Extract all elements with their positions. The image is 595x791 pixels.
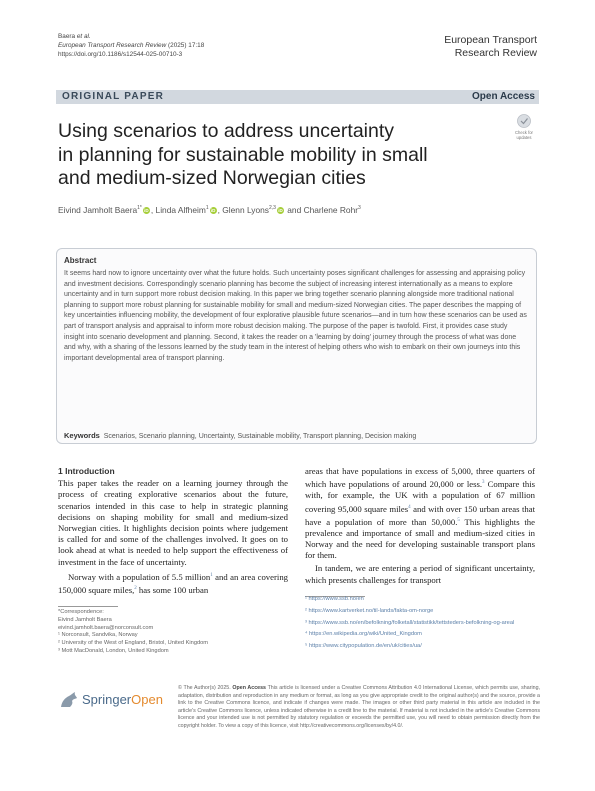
body-column-left [58, 466, 288, 596]
paragraph: Norway with a population of 5.5 million$^1$ and an area covering 150,000 square miles,$^2$ has some 100 urban [58, 571, 289, 595]
author-short: Baera [58, 33, 76, 40]
abstract-heading: Abstract [64, 256, 97, 265]
author-3[interactable]: Glenn Lyons [222, 205, 269, 215]
footnote-link[interactable]: ³ https://www.ssb.no/en/befolkning/folketall/statistikk/tettsteders-befolkning-og-areal [305, 619, 515, 626]
orcid-icon[interactable]: iD [278, 208, 283, 213]
keywords [64, 431, 534, 440]
author-list: Eivind Jamholt Baera$^{1*}$ iD , Linda Alfheim$^1$ iD , Glenn Lyons$^{2,3}$ iD and Charlene Rohr$^3$ [58, 205, 361, 215]
abstract-box [56, 248, 537, 444]
citation-year: (2025) 17:18 [168, 42, 205, 49]
footnote-link[interactable]: ⁴ https://en.wikipedia.org/wiki/United_Kingdom [305, 631, 422, 638]
svg-text:Check for: Check for [515, 130, 533, 135]
body-column-right [305, 466, 535, 586]
keywords-list: Scenarios, Scenario planning, Uncertainty, Sustainable mobility, Transport planning, Decision making [103, 433, 417, 440]
author-1[interactable]: Eivind Jamholt Baera [58, 205, 138, 215]
paragraph: In tandem, we are entering a period of significant uncertainty, which presents challenges for transport [305, 563, 535, 585]
open-access-label: Open Access [472, 91, 535, 102]
check-for-updates-badge[interactable] [509, 112, 539, 142]
check-updates-icon [509, 112, 539, 142]
springer-open-logo[interactable]: SpringerOpen [58, 690, 80, 710]
footnote-divider [58, 606, 118, 607]
section-heading: 1 Introduction [58, 466, 115, 476]
correspondence-footnotes: *Correspondence: Eivind Jamholt Baera eivind.jamholt.baera@norconsult.com ¹ Norconsult, Sandvika, Norway ² University of the West of England, Bristol, United Kingdom ³ Mott MacDonald, London, United Kingdom [58, 609, 209, 654]
footnote-link[interactable]: ¹ https://www.ssb.no/en [305, 596, 364, 602]
author-4[interactable]: and Charlene Rohr [287, 205, 359, 215]
footnote-link[interactable]: ⁵ https://www.citypopulation.de/en/uk/cities/ua/ [305, 643, 422, 650]
author-suffix: et al. [75, 33, 91, 40]
citation-journal: European Transport Research Review [58, 42, 167, 49]
footnote-link[interactable]: ² https://www.kartverket.no/til-lands/fakta-om-norge [305, 607, 434, 614]
abstract-text: It seems hard now to ignore uncertainty over what the future holds. Such uncertainty poses significant challenges for assessing and appraising policy and investment decisions. Correspondingly scenario planning has become the subject of increasing interest internationally as a means to explore uncertainty and in turn support more robust decision making. In this paper we bring together scenario planning alongside more traditional national planning to support more robust planning for sustainable mobility for small and medium-sized Norwegian cities. The paper describes the mapping of key uncertainties influencing mobility, the development of four explorative plausible future scenarios—and in turn how these scenarios can be used as part of transport analysis and appraisal to inform more robust decision making. The purpose of the paper is twofold. First, it provides case study insight into scenario development and planning. Second, it takes the reader on a 'learning by doing' journey through the process of what was done and why, with a sharing of the lessons learned by the study team in the interest of helping others who wish to embark on their own journeys into this important developmental area of transport planning. [64, 270, 527, 362]
author-2[interactable]: Linda Alfheim [155, 205, 206, 215]
journal-name: European Transport Research Review [444, 34, 537, 59]
citation-meta [58, 32, 204, 59]
url-footnotes [305, 592, 540, 651]
svg-text:updates: updates [516, 135, 532, 140]
license-statement: © The Author(s) 2025. Open Access This article is licensed under a Creative Commons Attribution 4.0 International License, which permits use, sharing, adaptation, distribution and reproduction in any medium or format, as long as you give appropriate credit to the original author(s) and the source, provide a link to the Creative Commons licence, and indicate if changes were made. The images or other third party material in this article are included in the article's Creative Commons licence, unless indicated otherwise in a credit line to the material. If material is not included in the article's Creative Commons licence and your intended use is not permitted by statutory regulation or exceeds the permitted use, you will need to obtain permission directly from the copyright holder. To view a copy of this licence, visit http://creativecommons.org/licenses/by/4.0/. [178, 685, 540, 729]
doi-link[interactable]: https://doi.org/10.1186/s12544-025-00710-3 [58, 51, 183, 58]
orcid-icon[interactable]: iD [144, 208, 149, 213]
article-type: ORIGINAL PAPER [62, 91, 164, 102]
springer-horse-icon [58, 690, 80, 710]
paragraph: areas that have populations in excess of 5,000, three quarters of which have populations of around 20,000 or less.$^3$ Compare this with, for example, the UK with a population of 67 million covering 95,000 square miles$^4$ and with over 150 urban areas that have a population of more than 50,000.$^5$ This highlights the prevalence and importance of small and medium-sized cities in Norway and the need for developing sustainable transport plans for them. [305, 466, 536, 561]
paragraph: This paper takes the reader on a learning journey through the process of creating explorative scenarios about the future, scenarios intended in this case to help in strategic planning decisions on shaping mobility for small and medium-sized Norwegian cities. It highlights decision points where judgement is called for and some of the challenges involved. It goes on to look ahead at what is needed to help support the effectiveness of investment in the face of uncertainty. [58, 478, 288, 567]
article-title: Using scenarios to address uncertainty in planning for sustainable mobility in small and medium-sized Norwegian cities [58, 120, 428, 189]
keywords-label: Keywords [64, 431, 100, 440]
article-type-banner [56, 90, 539, 104]
orcid-icon[interactable]: iD [210, 208, 216, 213]
